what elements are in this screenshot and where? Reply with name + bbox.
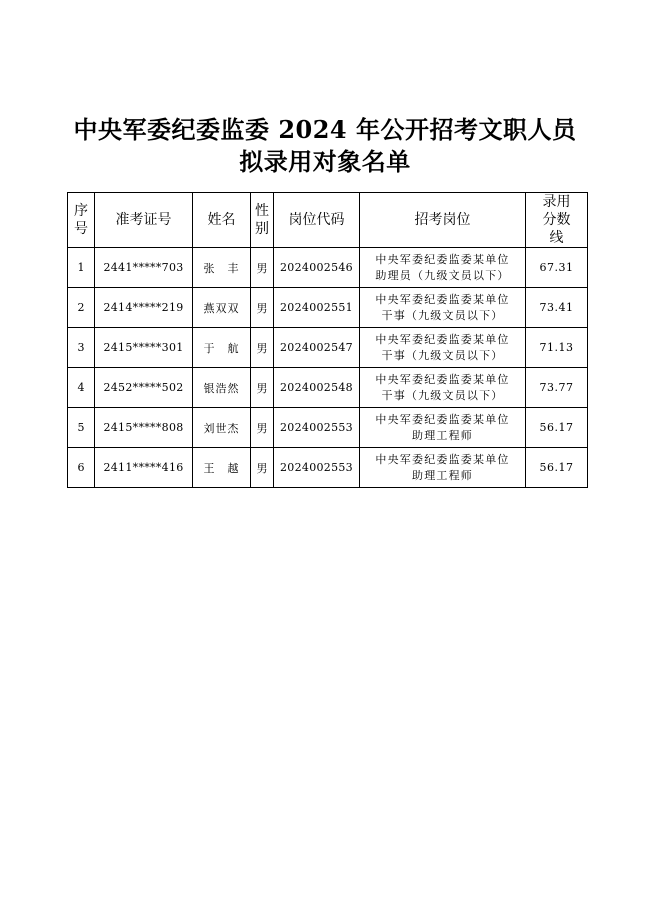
cell-seq: 5: [68, 408, 95, 448]
header-position-code: 岗位代码: [274, 193, 360, 248]
cell-position: [360, 408, 526, 448]
cell-position-code: 2024002553: [274, 448, 360, 488]
header-gender: 性别: [251, 193, 274, 248]
cell-name: 银浩然: [193, 368, 251, 408]
document-title: 中央军委纪委监委 2024 年公开招考文职人员: [73, 115, 577, 144]
table-row: [68, 328, 588, 368]
table-row: [68, 248, 588, 288]
position-line-2: 助理员（九级文员以下）: [375, 268, 510, 282]
table-header-row: [68, 193, 588, 248]
cell-position-code: 2024002553: [274, 408, 360, 448]
position-line-1: 中央军委纪委监委某单位: [375, 292, 510, 306]
position-line-2: 助理工程师: [412, 428, 473, 442]
table-row: [68, 408, 588, 448]
cell-position: [360, 248, 526, 288]
cell-name: 刘世杰: [193, 408, 251, 448]
position-line-1: 中央军委纪委监委某单位: [375, 452, 510, 466]
table-row: [68, 448, 588, 488]
cell-exam-id: 2411*****416: [95, 448, 193, 488]
admission-roster-table: [67, 192, 588, 488]
cell-seq: 4: [68, 368, 95, 408]
cell-exam-id: 2414*****219: [95, 288, 193, 328]
cell-position-code: 2024002547: [274, 328, 360, 368]
cell-gender: 男: [251, 328, 274, 368]
cell-exam-id: 2441*****703: [95, 248, 193, 288]
position-line-1: 中央军委纪委监委某单位: [375, 372, 510, 386]
header-exam-id: 准考证号: [95, 193, 193, 248]
cell-gender: 男: [251, 448, 274, 488]
table-row: [68, 288, 588, 328]
header-score: 录用分数线: [526, 193, 588, 248]
cell-exam-id: 2452*****502: [95, 368, 193, 408]
cell-position: [360, 328, 526, 368]
cell-exam-id: 2415*****808: [95, 408, 193, 448]
position-line-1: 中央军委纪委监委某单位: [375, 412, 510, 426]
cell-score: 73.41: [526, 288, 588, 328]
header-seq: 序号: [68, 193, 95, 248]
cell-gender: 男: [251, 248, 274, 288]
position-line-2: 干事（九级文员以下）: [381, 348, 504, 362]
cell-score: 56.17: [526, 448, 588, 488]
cell-position: [360, 288, 526, 328]
cell-gender: 男: [251, 288, 274, 328]
cell-position-code: 2024002551: [274, 288, 360, 328]
cell-seq: 2: [68, 288, 95, 328]
cell-gender: 男: [251, 408, 274, 448]
cell-seq: 6: [68, 448, 95, 488]
header-name: 姓名: [193, 193, 251, 248]
cell-position: [360, 368, 526, 408]
cell-position-code: 2024002546: [274, 248, 360, 288]
position-line-2: 助理工程师: [412, 468, 473, 482]
position-line-2: 干事（九级文员以下）: [381, 388, 504, 402]
cell-gender: 男: [251, 368, 274, 408]
cell-score: 71.13: [526, 328, 588, 368]
cell-seq: 1: [68, 248, 95, 288]
cell-name: 王 越: [193, 448, 251, 488]
position-line-2: 干事（九级文员以下）: [381, 308, 504, 322]
header-position: 招考岗位: [360, 193, 526, 248]
cell-name: 于 航: [193, 328, 251, 368]
cell-score: 73.77: [526, 368, 588, 408]
position-line-1: 中央军委纪委监委某单位: [375, 332, 510, 346]
document-subtitle: 拟录用对象名单: [239, 147, 411, 176]
cell-score: 56.17: [526, 408, 588, 448]
cell-name: 燕双双: [193, 288, 251, 328]
cell-score: 67.31: [526, 248, 588, 288]
table-row: [68, 368, 588, 408]
cell-position: [360, 448, 526, 488]
cell-position-code: 2024002548: [274, 368, 360, 408]
cell-name: 张 丰: [193, 248, 251, 288]
cell-exam-id: 2415*****301: [95, 328, 193, 368]
position-line-1: 中央军委纪委监委某单位: [375, 252, 510, 266]
cell-seq: 3: [68, 328, 95, 368]
